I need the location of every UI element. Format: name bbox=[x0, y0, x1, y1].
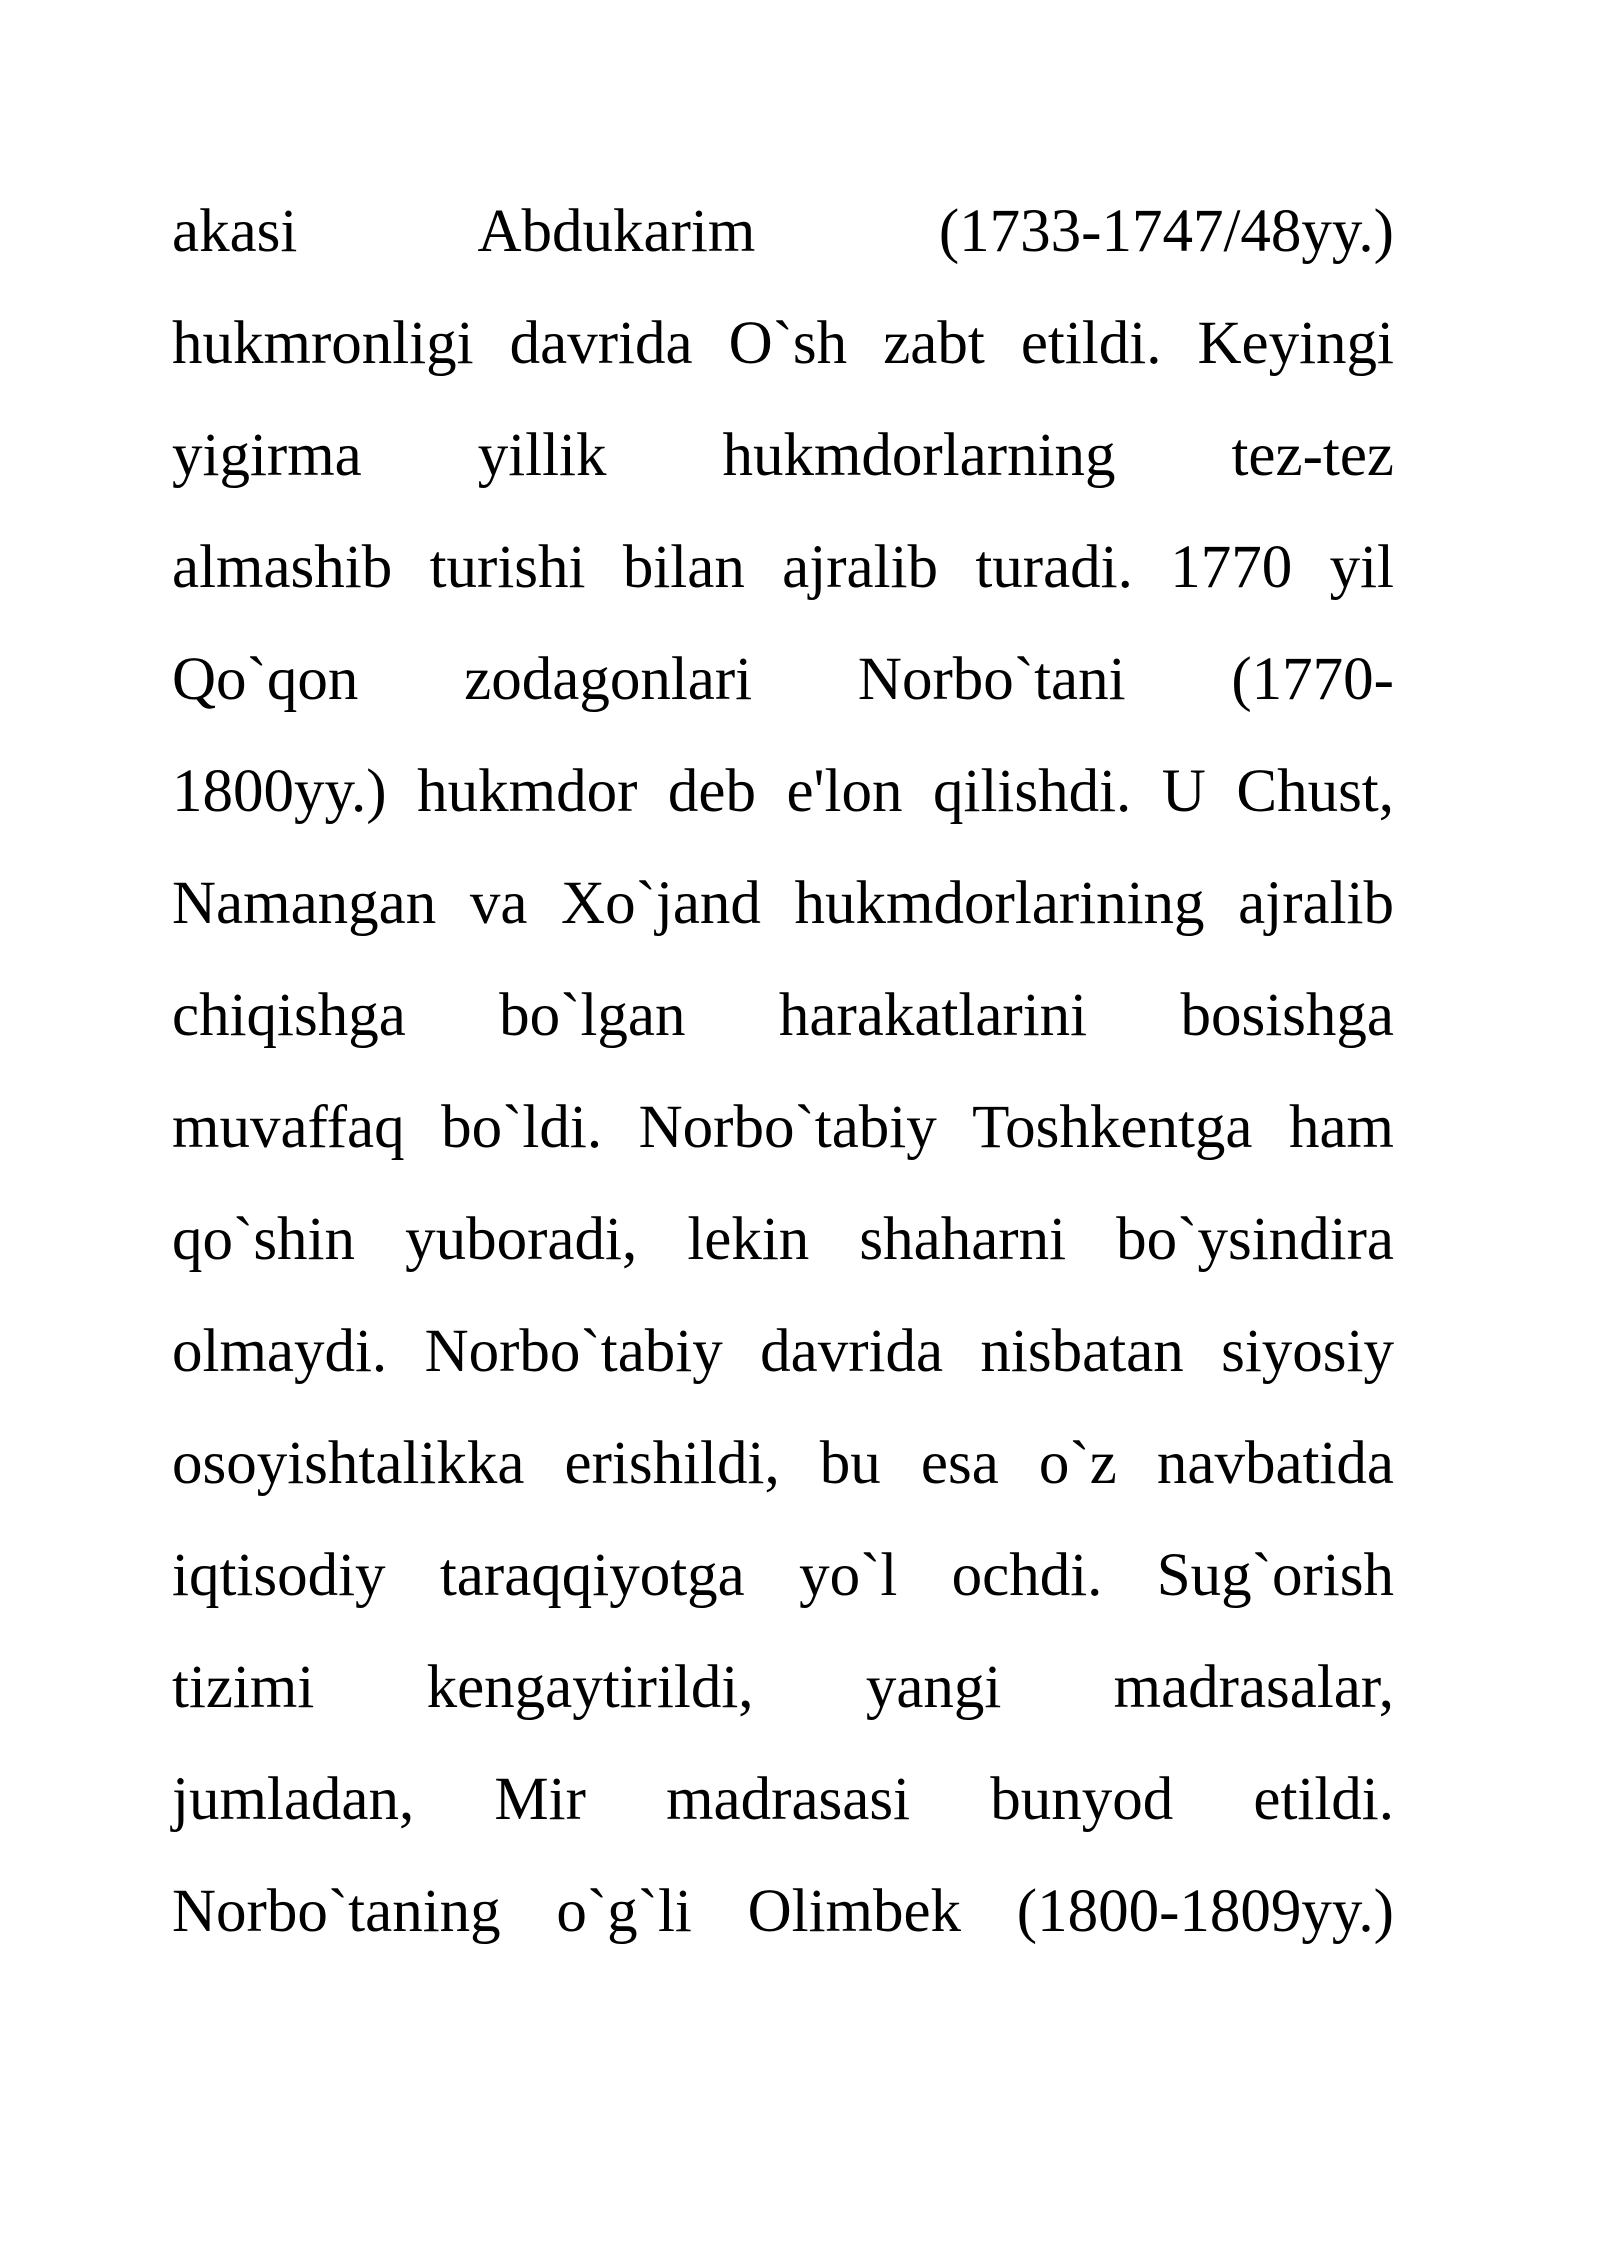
text-line-12: osoyishtalikka erishildi, bu esa o`z navbatida bbox=[172, 1430, 1394, 1497]
text-line-14: tizimi kengaytirildi, yangi madrasalar, bbox=[172, 1654, 1394, 1721]
text-line-16: Norbo`taning o`g`li Olimbek (1800-1809yy.) bbox=[172, 1878, 1394, 1945]
text-line-13: iqtisodiy taraqqiyotga yo`l ochdi. Sug`orish bbox=[172, 1542, 1394, 1609]
text-line-11: olmaydi. Norbo`tabiy davrida nisbatan siyosiy bbox=[172, 1318, 1394, 1385]
text-line-10: qo`shin yuboradi, lekin shaharni bo`ysindira bbox=[172, 1206, 1394, 1273]
body-text bbox=[172, 196, 1394, 1988]
text-line-2: hukmronligi davrida O`sh zabt etildi. Keyingi bbox=[172, 310, 1394, 377]
text-line-7: Namangan va Xo`jand hukmdorlarining ajralib bbox=[172, 870, 1394, 937]
text-line-4: almashib turishi bilan ajralib turadi. 1770 yil bbox=[172, 534, 1394, 601]
text-line-1: akasi Abdukarim (1733-1747/48yy.) bbox=[172, 198, 1394, 265]
text-line-9: muvaffaq bo`ldi. Norbo`tabiy Toshkentga ham bbox=[172, 1094, 1394, 1161]
text-line-3: yigirma yillik hukmdorlarning tez-tez bbox=[172, 422, 1394, 489]
text-line-5: Qo`qon zodagonlari Norbo`tani (1770- bbox=[172, 646, 1394, 713]
text-line-8: chiqishga bo`lgan harakatlarini bosishga bbox=[172, 982, 1394, 1049]
text-line-15: jumladan, Mir madrasasi bunyod etildi. bbox=[172, 1766, 1394, 1833]
text-line-6: 1800yy.) hukmdor deb e'lon qilishdi. U Chust, bbox=[172, 758, 1394, 825]
